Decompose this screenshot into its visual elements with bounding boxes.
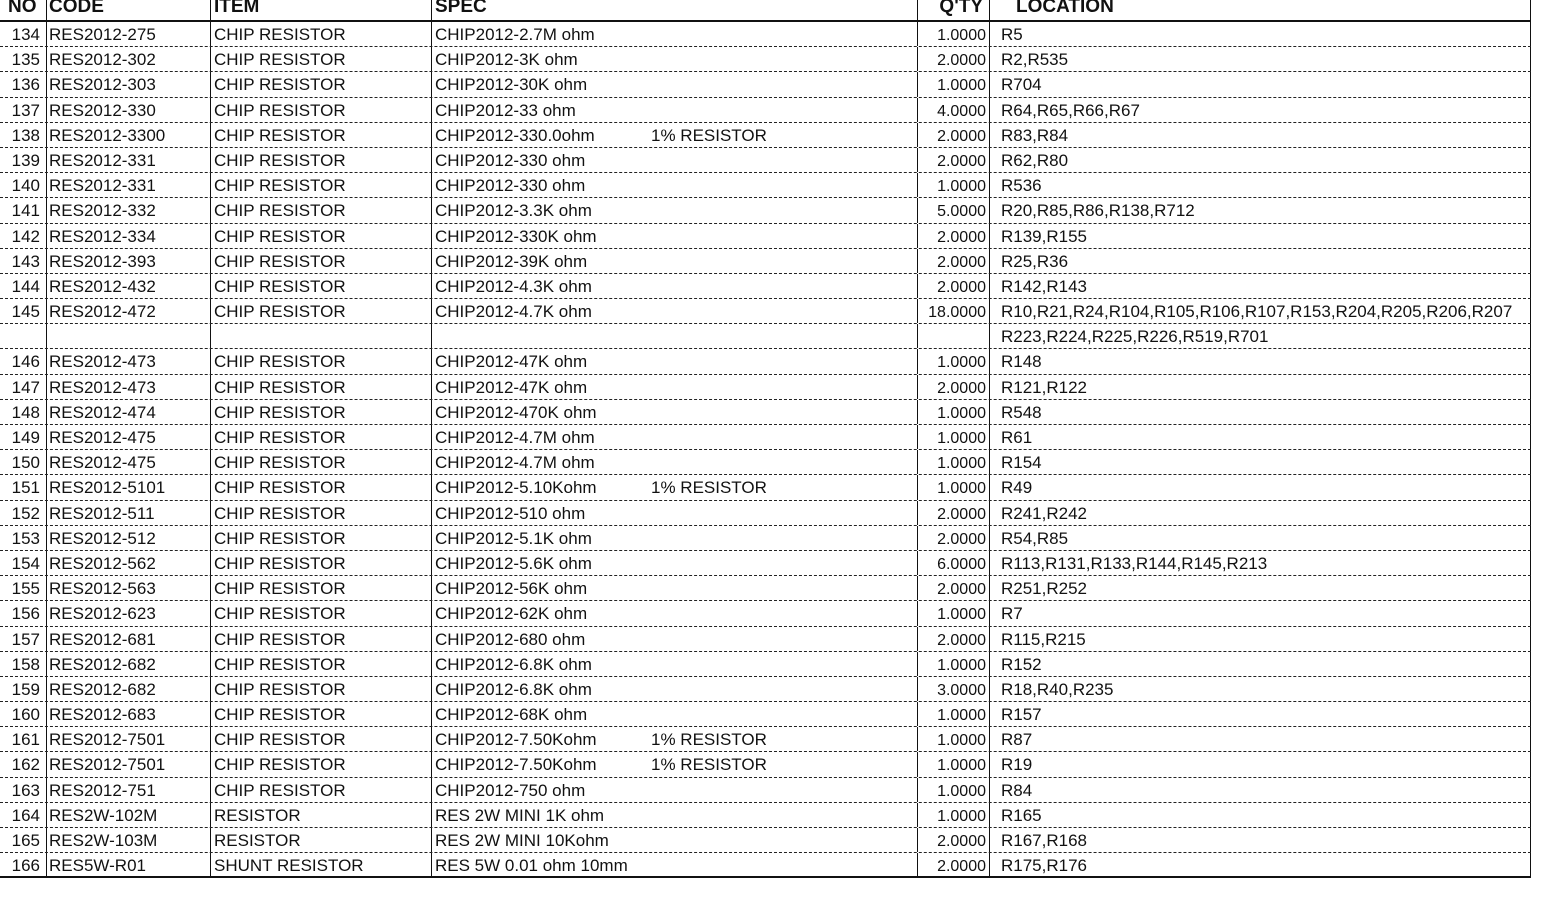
cell-qty: 2.0000 <box>917 148 989 172</box>
spec-text: CHIP2012-680 ohm <box>435 629 586 649</box>
cell-qty: 2.0000 <box>917 501 989 525</box>
cell-code: RES2012-563 <box>46 576 209 600</box>
cell-spec <box>431 450 917 474</box>
cell-qty: 3.0000 <box>917 677 989 701</box>
cell-code: RES2012-334 <box>46 224 209 248</box>
cell-spec <box>431 828 917 852</box>
cell-code: RES2012-332 <box>46 198 209 222</box>
cell-spec <box>431 173 917 197</box>
cell-no: 156 <box>11 604 40 624</box>
spec-text: CHIP2012-4.7M ohm <box>435 428 595 447</box>
cell-code: RES2012-512 <box>46 526 209 550</box>
cell-qty: 1.0000 <box>917 425 989 449</box>
cell-spec <box>431 475 917 499</box>
cell-spec <box>431 501 917 525</box>
spec-text: CHIP2012-30K ohm <box>435 75 588 95</box>
cell-code: RES2012-682 <box>46 652 209 676</box>
cell-location: R167,R168 <box>989 828 1531 852</box>
cell-spec <box>431 425 917 449</box>
cell-code: RES2012-511 <box>46 501 209 525</box>
cell-spec <box>431 803 917 827</box>
cell-no: 153 <box>11 528 40 548</box>
cell-spec <box>431 249 917 273</box>
cell-qty: 2.0000 <box>917 224 989 248</box>
cell-qty: 1.0000 <box>917 601 989 625</box>
cell-spec <box>431 349 917 373</box>
table-row <box>0 375 1531 400</box>
cell-spec <box>431 627 917 651</box>
cell-item: CHIP RESISTOR <box>210 778 430 802</box>
spec-text: CHIP2012-47K ohm <box>435 352 588 372</box>
cell-no: 144 <box>11 276 40 296</box>
cell-code: RES2012-472 <box>46 299 209 323</box>
cell-item: CHIP RESISTOR <box>210 249 430 273</box>
cell-qty: 2.0000 <box>917 47 989 71</box>
cell-no: 134 <box>11 25 40 44</box>
cell-qty: 1.0000 <box>917 475 989 499</box>
spec-note: 1% RESISTOR <box>651 730 767 750</box>
table-row <box>0 249 1531 274</box>
cell-qty: 1.0000 <box>917 450 989 474</box>
table-row <box>0 450 1531 475</box>
cell-location: R84 <box>989 778 1531 802</box>
cell-no: 141 <box>11 201 40 221</box>
cell-spec <box>431 652 917 676</box>
cell-code: RES2012-7501 <box>46 727 209 751</box>
cell-location: R10,R21,R24,R104,R105,R106,R107,R153,R204,R205,R206,R207 <box>989 299 1531 323</box>
cell-code: RES2012-275 <box>46 22 209 46</box>
cell-code: RES2012-432 <box>46 274 209 298</box>
table-body <box>0 22 1531 878</box>
table-row <box>0 198 1531 223</box>
table-row <box>0 299 1531 324</box>
cell-spec <box>431 274 917 298</box>
cell-location: R157 <box>989 702 1531 726</box>
cell-code: RES2012-682 <box>46 677 209 701</box>
header-no: NO <box>8 0 37 17</box>
cell-code: RES2012-302 <box>46 47 209 71</box>
cell-location: R115,R215 <box>989 627 1531 651</box>
cell-code: RES2012-681 <box>46 627 209 651</box>
cell-code: RES2W-102M <box>46 803 209 827</box>
spec-text: CHIP2012-5.6K ohm <box>435 553 592 573</box>
spec-text: CHIP2012-6.8K ohm <box>435 679 592 699</box>
cell-item: CHIP RESISTOR <box>210 22 430 46</box>
table-row <box>0 349 1531 374</box>
spec-note: 1% RESISTOR <box>651 125 767 145</box>
table-row <box>0 551 1531 576</box>
cell-qty: 1.0000 <box>917 349 989 373</box>
cell-item: CHIP RESISTOR <box>210 450 430 474</box>
cell-no: 135 <box>11 50 40 70</box>
spec-text: CHIP2012-7.50Kohm <box>435 755 597 775</box>
cell-qty: 1.0000 <box>917 752 989 776</box>
table-row <box>0 224 1531 249</box>
spec-text: CHIP2012-62K ohm <box>435 604 588 624</box>
cell-location: R536 <box>989 173 1531 197</box>
table-row <box>0 828 1531 853</box>
cell-location: R251,R252 <box>989 576 1531 600</box>
cell-no: 160 <box>11 705 40 725</box>
spec-text: CHIP2012-4.7M ohm <box>435 453 595 473</box>
cell-qty: 5.0000 <box>917 198 989 222</box>
cell-qty: 1.0000 <box>917 72 989 96</box>
cell-item: CHIP RESISTOR <box>210 475 430 499</box>
cell-qty: 2.0000 <box>917 375 989 399</box>
spec-text: CHIP2012-3K ohm <box>435 50 578 70</box>
cell-spec <box>431 853 917 876</box>
cell-qty: 1.0000 <box>917 652 989 676</box>
cell-no: 163 <box>11 780 40 800</box>
cell-code: RES2012-393 <box>46 249 209 273</box>
cell-spec <box>431 601 917 625</box>
spec-text: RES 5W 0.01 ohm 10mm <box>435 856 628 876</box>
spec-text: CHIP2012-56K ohm <box>435 579 588 599</box>
cell-qty: 2.0000 <box>917 576 989 600</box>
cell-location: R121,R122 <box>989 375 1531 399</box>
cell-location: R148 <box>989 349 1531 373</box>
cell-code: RES5W-R01 <box>46 853 209 876</box>
table-row <box>0 274 1531 299</box>
cell-spec <box>431 148 917 172</box>
cell-spec <box>431 22 917 46</box>
spec-text: CHIP2012-510 ohm <box>435 503 586 523</box>
cell-no: 162 <box>11 755 40 775</box>
cell-location: R2,R535 <box>989 47 1531 71</box>
cell-qty: 1.0000 <box>917 173 989 197</box>
cell-no: 154 <box>11 553 40 573</box>
cell-code: RES2012-473 <box>46 349 209 373</box>
cell-location: R25,R36 <box>989 249 1531 273</box>
cell-qty: 1.0000 <box>917 400 989 424</box>
cell-no: 136 <box>11 75 40 95</box>
cell-item: CHIP RESISTOR <box>210 677 430 701</box>
cell-code: RES2012-751 <box>46 778 209 802</box>
cell-location: R548 <box>989 400 1531 424</box>
cell-location: R139,R155 <box>989 224 1531 248</box>
cell-no: 138 <box>11 125 40 145</box>
cell-item: CHIP RESISTOR <box>210 727 430 751</box>
cell-code: RES2012-303 <box>46 72 209 96</box>
cell-spec <box>431 576 917 600</box>
spec-text: CHIP2012-68K ohm <box>435 705 588 725</box>
spec-text: CHIP2012-39K ohm <box>435 251 588 271</box>
cell-qty: 2.0000 <box>917 123 989 147</box>
cell-qty: 4.0000 <box>917 98 989 122</box>
cell-spec <box>431 727 917 751</box>
cell-no: 149 <box>11 428 40 447</box>
cell-no: 157 <box>11 629 40 649</box>
cell-item: CHIP RESISTOR <box>210 601 430 625</box>
cell-no: 137 <box>11 100 40 120</box>
cell-location: R18,R40,R235 <box>989 677 1531 701</box>
cell-location: R19 <box>989 752 1531 776</box>
spec-text: CHIP2012-750 ohm <box>435 780 586 800</box>
cell-item: CHIP RESISTOR <box>210 526 430 550</box>
cell-no: 164 <box>11 805 40 825</box>
cell-location: R7 <box>989 601 1531 625</box>
cell-no: 166 <box>11 856 40 876</box>
table-row <box>0 324 1531 349</box>
cell-qty: 18.0000 <box>917 299 989 323</box>
cell-item: CHIP RESISTOR <box>210 349 430 373</box>
table-row <box>0 475 1531 500</box>
cell-qty: 2.0000 <box>917 249 989 273</box>
cell-location: R20,R85,R86,R138,R712 <box>989 198 1531 222</box>
cell-no: 161 <box>11 730 40 750</box>
cell-qty: 2.0000 <box>917 828 989 852</box>
cell-code: RES2012-473 <box>46 375 209 399</box>
cell-item: CHIP RESISTOR <box>210 501 430 525</box>
cell-location: R87 <box>989 727 1531 751</box>
cell-item: CHIP RESISTOR <box>210 72 430 96</box>
cell-item: CHIP RESISTOR <box>210 224 430 248</box>
table-row <box>0 652 1531 677</box>
cell-qty: 1.0000 <box>917 803 989 827</box>
cell-no: 146 <box>11 352 40 372</box>
cell-spec <box>431 299 917 323</box>
cell-code: RES2012-562 <box>46 551 209 575</box>
cell-code: RES2012-623 <box>46 601 209 625</box>
cell-location: R83,R84 <box>989 123 1531 147</box>
cell-no: 139 <box>11 150 40 170</box>
table-row <box>0 501 1531 526</box>
header-item: ITEM <box>210 0 430 20</box>
header-qty: Q'TY <box>917 0 989 20</box>
cell-spec <box>431 702 917 726</box>
spec-text: CHIP2012-5.10Kohm <box>435 478 597 498</box>
cell-no: 148 <box>11 402 40 422</box>
spec-text: CHIP2012-4.3K ohm <box>435 276 592 296</box>
cell-qty: 2.0000 <box>917 853 989 876</box>
cell-code: RES2012-475 <box>46 450 209 474</box>
cell-spec <box>431 677 917 701</box>
spec-text: CHIP2012-2.7M ohm <box>435 25 595 44</box>
cell-code: RES2012-331 <box>46 148 209 172</box>
spec-text: CHIP2012-470K ohm <box>435 402 597 422</box>
cell-no: 143 <box>11 251 40 271</box>
cell-no: 152 <box>11 503 40 523</box>
table-row <box>0 627 1531 652</box>
cell-spec <box>431 400 917 424</box>
cell-location: R5 <box>989 22 1531 46</box>
cell-location: R54,R85 <box>989 526 1531 550</box>
table-row <box>0 526 1531 551</box>
cell-no <box>0 324 44 348</box>
cell-item: CHIP RESISTOR <box>210 299 430 323</box>
spec-text: CHIP2012-4.7K ohm <box>435 302 592 322</box>
cell-spec <box>431 123 917 147</box>
table-row <box>0 702 1531 727</box>
cell-qty <box>917 324 989 348</box>
cell-item: CHIP RESISTOR <box>210 375 430 399</box>
cell-qty: 2.0000 <box>917 627 989 651</box>
cell-qty: 6.0000 <box>917 551 989 575</box>
header-code: CODE <box>46 0 209 20</box>
cell-no: 158 <box>11 654 40 674</box>
cell-location: R175,R176 <box>989 853 1531 876</box>
cell-location: R165 <box>989 803 1531 827</box>
cell-no: 150 <box>11 453 40 473</box>
table-row <box>0 173 1531 198</box>
cell-item: CHIP RESISTOR <box>210 702 430 726</box>
cell-spec <box>431 198 917 222</box>
spec-note: 1% RESISTOR <box>651 755 767 775</box>
table-row <box>0 47 1531 72</box>
cell-spec <box>431 778 917 802</box>
spec-text: CHIP2012-330 ohm <box>435 150 586 170</box>
spec-text: CHIP2012-3.3K ohm <box>435 201 592 221</box>
cell-qty: 2.0000 <box>917 526 989 550</box>
cell-no: 145 <box>11 302 40 322</box>
spec-text: CHIP2012-330 ohm <box>435 176 586 196</box>
table-row <box>0 72 1531 97</box>
cell-no: 151 <box>11 478 40 498</box>
spec-text: CHIP2012-330K ohm <box>435 226 597 246</box>
cell-location: R704 <box>989 72 1531 96</box>
spec-text: CHIP2012-5.1K ohm <box>435 528 592 548</box>
cell-location: R241,R242 <box>989 501 1531 525</box>
cell-code: RES2012-330 <box>46 98 209 122</box>
table-row <box>0 123 1531 148</box>
cell-code: RES2012-3300 <box>46 123 209 147</box>
cell-spec <box>431 224 917 248</box>
spec-text: RES 2W MINI 10Kohm <box>435 831 609 850</box>
cell-no: 159 <box>11 679 40 699</box>
table-row <box>0 22 1531 47</box>
cell-no: 165 <box>11 831 40 850</box>
table-header <box>0 0 1531 22</box>
cell-code: RES2W-103M <box>46 828 209 852</box>
spec-note: 1% RESISTOR <box>651 478 767 498</box>
spec-text: CHIP2012-6.8K ohm <box>435 654 592 674</box>
cell-item: RESISTOR <box>210 803 430 827</box>
cell-spec <box>431 324 917 348</box>
header-spec: SPEC <box>431 0 917 20</box>
cell-qty: 1.0000 <box>917 727 989 751</box>
cell-item: CHIP RESISTOR <box>210 752 430 776</box>
spec-text: CHIP2012-7.50Kohm <box>435 730 597 750</box>
table-row <box>0 576 1531 601</box>
spec-text: CHIP2012-47K ohm <box>435 377 588 397</box>
table-row <box>0 778 1531 803</box>
cell-qty: 1.0000 <box>917 702 989 726</box>
table-row <box>0 148 1531 173</box>
cell-code: RES2012-7501 <box>46 752 209 776</box>
cell-no: 140 <box>11 176 40 196</box>
cell-code <box>46 324 209 348</box>
spec-text: RES 2W MINI 1K ohm <box>435 805 605 825</box>
cell-location: R142,R143 <box>989 274 1531 298</box>
cell-location: R152 <box>989 652 1531 676</box>
cell-code: RES2012-475 <box>46 425 209 449</box>
cell-code: RES2012-474 <box>46 400 209 424</box>
table-row <box>0 601 1531 626</box>
cell-item: CHIP RESISTOR <box>210 274 430 298</box>
cell-spec <box>431 375 917 399</box>
table-row <box>0 803 1531 828</box>
cell-location: R64,R65,R66,R67 <box>989 98 1531 122</box>
cell-item: CHIP RESISTOR <box>210 551 430 575</box>
cell-location: R154 <box>989 450 1531 474</box>
cell-location: R62,R80 <box>989 148 1531 172</box>
cell-qty: 2.0000 <box>917 274 989 298</box>
cell-item: CHIP RESISTOR <box>210 47 430 71</box>
cell-item: CHIP RESISTOR <box>210 576 430 600</box>
table-row <box>0 677 1531 702</box>
table-row <box>0 853 1531 878</box>
table-row <box>0 425 1531 450</box>
table-row <box>0 98 1531 123</box>
cell-no: 147 <box>11 377 40 397</box>
cell-code: RES2012-683 <box>46 702 209 726</box>
cell-item: CHIP RESISTOR <box>210 198 430 222</box>
cell-spec <box>431 551 917 575</box>
cell-qty: 1.0000 <box>917 778 989 802</box>
spec-text: CHIP2012-330.0ohm <box>435 125 595 145</box>
header-location: LOCATION <box>989 0 1531 20</box>
cell-item: CHIP RESISTOR <box>210 425 430 449</box>
cell-item: CHIP RESISTOR <box>210 148 430 172</box>
cell-spec <box>431 72 917 96</box>
spec-text: CHIP2012-33 ohm <box>435 100 576 120</box>
cell-code: RES2012-5101 <box>46 475 209 499</box>
cell-item: CHIP RESISTOR <box>210 652 430 676</box>
cell-location: R223,R224,R225,R226,R519,R701 <box>989 324 1531 348</box>
cell-item <box>210 324 430 348</box>
table-row <box>0 727 1531 752</box>
cell-item: CHIP RESISTOR <box>210 627 430 651</box>
cell-spec <box>431 752 917 776</box>
cell-location: R49 <box>989 475 1531 499</box>
cell-qty: 1.0000 <box>917 22 989 46</box>
cell-spec <box>431 47 917 71</box>
cell-item: CHIP RESISTOR <box>210 173 430 197</box>
cell-location: R113,R131,R133,R144,R145,R213 <box>989 551 1531 575</box>
cell-item: CHIP RESISTOR <box>210 400 430 424</box>
cell-spec <box>431 98 917 122</box>
table-row <box>0 752 1531 777</box>
cell-spec <box>431 526 917 550</box>
cell-item: CHIP RESISTOR <box>210 98 430 122</box>
cell-no: 155 <box>11 579 40 599</box>
cell-item: SHUNT RESISTOR <box>210 853 430 876</box>
cell-location: R61 <box>989 425 1531 449</box>
cell-no: 142 <box>11 226 40 246</box>
table-row <box>0 400 1531 425</box>
cell-item: CHIP RESISTOR <box>210 123 430 147</box>
cell-code: RES2012-331 <box>46 173 209 197</box>
cell-item: RESISTOR <box>210 828 430 852</box>
